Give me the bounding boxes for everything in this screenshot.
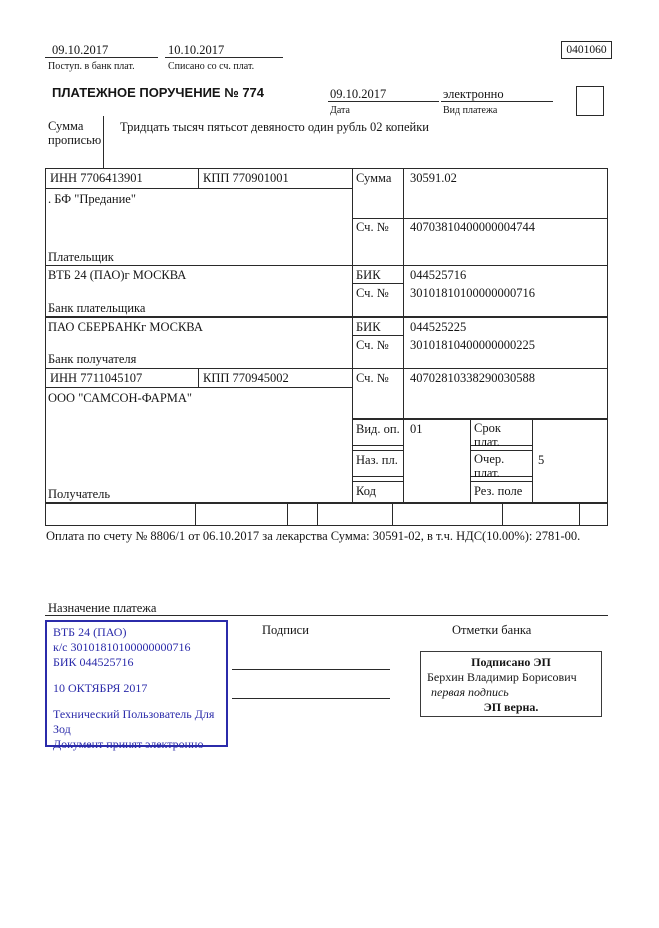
- table-line: [502, 502, 503, 525]
- order-value: 5: [538, 453, 545, 467]
- document-title: ПЛАТЕЖНОЕ ПОРУЧЕНИЕ № 774: [52, 85, 265, 100]
- esign-name: Берхин Владимир Борисович: [427, 670, 577, 684]
- payee-kpp: КПП 770945002: [203, 371, 289, 385]
- table-line: [403, 168, 404, 502]
- payer-bank-name: ВТБ 24 (ПАО)г МОСКВА: [48, 268, 187, 282]
- table-line: [45, 168, 46, 525]
- table-line: [352, 218, 608, 219]
- table-line: [195, 502, 196, 525]
- code-label: Код: [356, 484, 376, 498]
- electronic-signature-box: [420, 651, 602, 717]
- table-line: [45, 188, 352, 189]
- table-line: [607, 168, 608, 525]
- bank-marks-heading: Отметки банка: [452, 623, 532, 637]
- payer-inn: ИНН 7706413901: [50, 171, 143, 185]
- payment-kind-label: Вид платежа: [443, 105, 498, 116]
- form-code-box: 0401060: [561, 41, 612, 59]
- divider: [45, 57, 158, 58]
- amount-value: 30591.02: [410, 171, 457, 185]
- debited-date-label: Списано со сч. плат.: [168, 61, 255, 72]
- table-line: [45, 316, 608, 318]
- payment-kind: электронно: [443, 87, 504, 101]
- payer-account-label: Сч. №: [356, 220, 389, 234]
- order-label: Очер. плат.: [474, 452, 505, 480]
- payment-purpose-text: Оплата по счету № 8806/1 от 06.10.2017 за лекарства Сумма: 30591-02, в т.ч. НДС(10.00%): 2781-00.: [46, 529, 581, 543]
- stamp-corr-account: к/с 30101810100000000716: [53, 640, 191, 654]
- term-label: Срок плат.: [474, 421, 501, 449]
- esign-title: Подписано ЭП: [471, 655, 551, 669]
- payee-bank-name: ПАО СБЕРБАНКг МОСКВА: [48, 320, 203, 334]
- document-date: 09.10.2017: [330, 87, 387, 101]
- table-line: [579, 502, 580, 525]
- payer-bank-account-label: Сч. №: [356, 286, 389, 300]
- divider: [165, 57, 283, 58]
- payer-bank-account: 30101810100000000716: [410, 286, 535, 300]
- bank-stamp: [45, 620, 228, 751]
- date-label: Дата: [330, 105, 350, 116]
- signatures-heading: Подписи: [262, 623, 309, 637]
- payer-bank-label: Банк плательщика: [48, 301, 146, 315]
- amount-in-words-label: Сумма прописью: [48, 119, 102, 147]
- priority-box: [576, 86, 604, 116]
- signature-line: [232, 669, 390, 670]
- table-line: [287, 502, 288, 525]
- stamp-spacer: [53, 696, 226, 707]
- received-date: 09.10.2017: [52, 43, 109, 57]
- amount-label: Сумма: [356, 171, 392, 185]
- stamp-bank-name: ВТБ 24 (ПАО): [53, 625, 127, 639]
- payer-kpp: КПП 770901001: [203, 171, 289, 185]
- stamp-accepted-line: Документ принят электронно: [53, 737, 204, 751]
- table-line: [352, 283, 403, 284]
- table-line: [198, 168, 199, 188]
- payee-bank-account: 30101810400000000225: [410, 338, 535, 352]
- table-line: [45, 615, 608, 616]
- payee-name: ООО "САМСОН-ФАРМА": [48, 391, 193, 405]
- stamp-user-line2: Зод: [53, 722, 71, 736]
- table-line: [392, 502, 393, 525]
- payment-purpose-label: Назначение платежа: [48, 601, 157, 615]
- table-line: [45, 168, 608, 169]
- esign-role: первая подпись: [431, 685, 509, 699]
- payee-account: 40702810338290030588: [410, 371, 535, 385]
- table-line: [532, 418, 533, 502]
- table-line: [198, 368, 199, 387]
- amount-in-words: Тридцать тысяч пятьсот девяносто один рубль 02 копейки: [120, 120, 429, 134]
- table-line: [45, 387, 352, 388]
- stamp-user-line1: Технический Пользователь Для: [53, 707, 215, 721]
- table-line: [45, 265, 608, 266]
- payer-account: 40703810400000004744: [410, 220, 535, 234]
- stamp-date: 10 ОКТЯБРЯ 2017: [53, 681, 148, 695]
- debited-date: 10.10.2017: [168, 43, 225, 57]
- table-line: [352, 445, 403, 446]
- signature-line: [232, 698, 390, 699]
- table-line: [352, 476, 403, 477]
- pay-purpose-code-label: Наз. пл.: [356, 453, 398, 467]
- table-line: [45, 368, 608, 369]
- table-line: [352, 450, 403, 451]
- stamp-bik: БИК 044525716: [53, 655, 134, 669]
- payee-account-label: Сч. №: [356, 371, 389, 385]
- payee-inn: ИНН 7711045107: [50, 371, 143, 385]
- table-line: [352, 481, 403, 482]
- payee-bank-label: Банк получателя: [48, 352, 137, 366]
- table-line: [352, 335, 403, 336]
- table-line: [470, 450, 532, 451]
- payee-bank-bik: 044525225: [410, 320, 467, 334]
- payee-bank-bik-label: БИК: [356, 320, 381, 334]
- received-date-label: Поступ. в банк плат.: [48, 61, 135, 72]
- op-kind-value: 01: [410, 422, 423, 436]
- table-line: [470, 481, 532, 482]
- payer-name: . БФ "Предание": [48, 192, 136, 206]
- table-line: [470, 418, 471, 502]
- res-field-label: Рез. поле: [474, 484, 523, 498]
- stamp-spacer: [53, 670, 226, 681]
- divider: [328, 101, 439, 102]
- table-line: [45, 525, 608, 526]
- payer-bank-bik-label: БИК: [356, 268, 381, 282]
- divider: [441, 101, 553, 102]
- table-line: [103, 116, 104, 169]
- op-kind-label: Вид. оп.: [356, 422, 400, 436]
- payee-bank-account-label: Сч. №: [356, 338, 389, 352]
- esign-verified: ЭП верна.: [483, 700, 539, 714]
- payer-label: Плательщик: [48, 250, 114, 264]
- payer-bank-bik: 044525716: [410, 268, 467, 282]
- table-line: [352, 418, 608, 420]
- table-line: [317, 502, 318, 525]
- payee-label: Получатель: [48, 487, 111, 501]
- table-line: [45, 502, 608, 504]
